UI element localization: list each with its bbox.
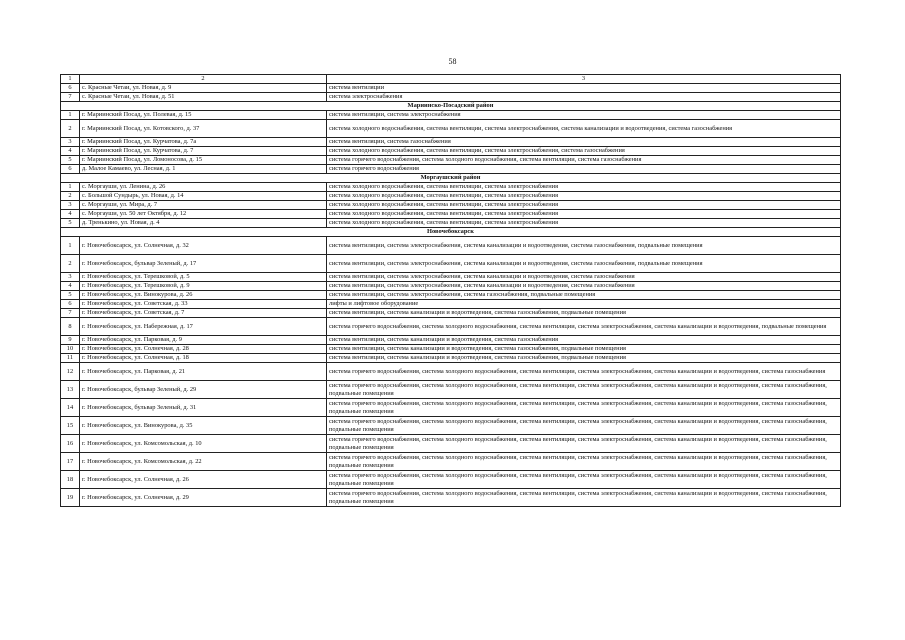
page-number: 58 [448,57,457,66]
row-address: г. Новочебоксарск, ул. Парковая, д. 9 [80,336,327,345]
row-systems: система горячего водоснабжения, система холодного водоснабжения, система вентиляции, система электроснабжения, система канализации и водоотведения, система газоснабжения, подвальные помещения [327,399,841,417]
table-row [61,309,841,318]
row-address: г. Новочебоксарск, ул. Солнечная, д. 26 [80,471,327,489]
table-row [61,201,841,210]
row-number: 11 [61,354,80,363]
row-number: 1 [61,237,80,255]
row-address: с. Красные Четаи, ул. Новая, д. 51 [80,93,327,102]
table-row [61,363,841,381]
table-row [61,219,841,228]
row-number: 2 [61,255,80,273]
column-number-1: 1 [61,75,80,84]
row-number: 5 [61,291,80,300]
table-row [61,345,841,354]
row-systems: система холодного водоснабжения, система вентиляции, система электроснабжения, система канализации и водоотведения, система газоснабжения [327,120,841,138]
row-address: г. Мариинский Посад, ул. Курчатова, д. 7а [80,138,327,147]
table-row [61,381,841,399]
row-address: г. Новочебоксарск, ул. Комсомольская, д. 10 [80,435,327,453]
row-address: с. Большой Сундырь, ул. Новая, д. 14 [80,192,327,201]
row-number: 8 [61,318,80,336]
table-row [61,471,841,489]
row-address: г. Мариинский Посад, ул. Курчатова, д. 7 [80,147,327,156]
row-address: д. Малое Камаево, ул. Лесная, д. 1 [80,165,327,174]
table-row [61,453,841,471]
row-number: 14 [61,399,80,417]
table-row [61,282,841,291]
row-address: г. Новочебоксарск, ул. Солнечная, д. 28 [80,345,327,354]
row-number: 16 [61,435,80,453]
row-systems: система вентиляции, система электроснабжения [327,111,841,120]
row-number: 12 [61,363,80,381]
table-row [61,255,841,273]
row-address: с. Моргауши, ул. Мира, д. 7 [80,201,327,210]
row-number: 6 [61,165,80,174]
row-address: г. Новочебоксарск, ул. Терешковой, д. 5 [80,273,327,282]
row-number: 3 [61,138,80,147]
row-number: 3 [61,273,80,282]
row-systems: система горячего водоснабжения [327,165,841,174]
row-number: 1 [61,111,80,120]
row-address: с. Красные Четаи, ул. Новая, д. 9 [80,84,327,93]
table-row [61,318,841,336]
row-systems: система холодного водоснабжения, система вентиляции, система электроснабжения [327,219,841,228]
row-address: г. Новочебоксарск, бульвар Зеленый, д. 31 [80,399,327,417]
row-systems: система горячего водоснабжения, система холодного водоснабжения, система вентиляции, система электроснабжения, система канализации и водоотведения, система газоснабжения, подвальные помещения [327,471,841,489]
table-row [61,417,841,435]
row-address: г. Новочебоксарск, ул. Комсомольская, д. 22 [80,453,327,471]
row-address: г. Новочебоксарск, ул. Терешковой, д. 9 [80,282,327,291]
row-systems: система холодного водоснабжения, система вентиляции, система электроснабжения, система газоснабжения [327,147,841,156]
table-row [61,354,841,363]
row-address: г. Новочебоксарск, ул. Солнечная, д. 18 [80,354,327,363]
row-address: г. Новочебоксарск, ул. Набережная, д. 17 [80,318,327,336]
row-address: г. Новочебоксарск, ул. Винокурова, д. 35 [80,417,327,435]
table-header-row [61,75,841,84]
row-systems: система вентиляции, система канализации и водоотведения, система газоснабжения [327,336,841,345]
table-row [61,156,841,165]
row-address: г. Новочебоксарск, ул. Винокурова, д. 26 [80,291,327,300]
row-number: 18 [61,471,80,489]
row-address: г. Новочебоксарск, бульвар Зеленый, д. 17 [80,255,327,273]
row-address: г. Новочебоксарск, ул. Солнечная, д. 32 [80,237,327,255]
row-number: 4 [61,282,80,291]
row-number: 2 [61,120,80,138]
row-number: 7 [61,309,80,318]
row-address: с. Моргауши, ул. Ленина, д. 26 [80,183,327,192]
table-row [61,183,841,192]
row-systems: система вентиляции, система электроснабжения, система газоснабжения, подвальные помещения [327,291,841,300]
table-row [61,138,841,147]
row-systems: система вентиляции, система электроснабжения, система канализации и водоотведения, система газоснабжения, подвальные помещения [327,255,841,273]
table-row [61,93,841,102]
row-systems: система вентиляции, система канализации и водоотведения, система газоснабжения, подвальные помещения [327,354,841,363]
row-number: 17 [61,453,80,471]
row-number: 13 [61,381,80,399]
row-address: г. Новочебоксарск, ул. Солнечная, д. 29 [80,489,327,507]
row-address: г. Мариинский Посад, ул. Ломоносова, д. 15 [80,156,327,165]
row-number: 1 [61,183,80,192]
table-row [61,210,841,219]
table-row [61,111,841,120]
row-number: 10 [61,345,80,354]
row-address: г. Новочебоксарск, ул. Парковая, д. 21 [80,363,327,381]
row-number: 4 [61,210,80,219]
row-address: с. Моргауши, ул. 50 лет Октября, д. 12 [80,210,327,219]
row-number: 19 [61,489,80,507]
table-row [61,435,841,453]
row-systems: система вентиляции, система электроснабжения, система канализации и водоотведения, система газоснабжения [327,282,841,291]
row-number: 4 [61,147,80,156]
row-number: 6 [61,84,80,93]
row-systems: система горячего водоснабжения, система холодного водоснабжения, система вентиляции, система электроснабжения, система канализации и водоотведения, система газоснабжения, подвальные помещения [327,453,841,471]
row-number: 15 [61,417,80,435]
row-number: 3 [61,201,80,210]
row-systems: система горячего водоснабжения, система холодного водоснабжения, система вентиляции, система электроснабжения, система канализации и водоотведения, система газоснабжения, подвальные помещения [327,435,841,453]
row-systems: система холодного водоснабжения, система вентиляции, система электроснабжения [327,192,841,201]
row-systems: система холодного водоснабжения, система вентиляции, система электроснабжения [327,210,841,219]
table-row [61,165,841,174]
row-systems: система горячего водоснабжения, система холодного водоснабжения, система вентиляции, система электроснабжения, система канализации и водоотведения, система газоснабжения, подвальные помещения [327,489,841,507]
row-address: г. Новочебоксарск, ул. Советская, д. 7 [80,309,327,318]
section-title: Новочебоксарск [61,228,841,237]
row-systems: система вентиляции, система электроснабжения, система канализации и водоотведения, система газоснабжения, подвальные помещения [327,237,841,255]
row-systems: система горячего водоснабжения, система холодного водоснабжения, система вентиляции, система электроснабжения, система канализации и водоотведения, система газоснабжения [327,363,841,381]
row-systems: система вентиляции, система канализации и водоотведения, система газоснабжения, подвальные помещения [327,309,841,318]
row-systems: система вентиляции, система канализации и водоотведения, система газоснабжения, подвальные помещения [327,345,841,354]
section-header-row [61,174,841,183]
row-address: г. Мариинский Посад, ул. Полевая, д. 15 [80,111,327,120]
row-number: 5 [61,156,80,165]
section-header-row [61,228,841,237]
column-number-3: 3 [327,75,841,84]
table-row [61,192,841,201]
row-number: 5 [61,219,80,228]
registry-table [60,74,841,507]
row-address: г. Мариинский Посад, ул. Котовского, д. 37 [80,120,327,138]
table-row [61,84,841,93]
row-number: 6 [61,300,80,309]
row-number: 9 [61,336,80,345]
row-systems: система горячего водоснабжения, система холодного водоснабжения, система вентиляции, система электроснабжения, система канализации и водоотведения, система газоснабжения, подвальные помещения [327,381,841,399]
row-systems: система холодного водоснабжения, система вентиляции, система электроснабжения [327,201,841,210]
row-systems: система вентиляции, система электроснабжения, система канализации и водоотведения, система газоснабжения [327,273,841,282]
section-title: Мариинско-Посадский район [61,102,841,111]
row-systems: система вентиляции, система газоснабжения [327,138,841,147]
table-row [61,120,841,138]
row-address: д. Тренькино, ул. Новая, д. 4 [80,219,327,228]
row-address: г. Новочебоксарск, бульвар Зеленый, д. 29 [80,381,327,399]
row-number: 7 [61,93,80,102]
row-systems: лифты и лифтовое оборудование [327,300,841,309]
row-systems: система горячего водоснабжения, система холодного водоснабжения, система вентиляции, система электроснабжения, система канализации и водоотведения, система газоснабжения, подвальные помещения [327,417,841,435]
row-systems: система холодного водоснабжения, система вентиляции, система электроснабжения [327,183,841,192]
table-row [61,399,841,417]
section-header-row [61,102,841,111]
table-row [61,300,841,309]
table-row [61,273,841,282]
column-number-2: 2 [80,75,327,84]
table-row [61,147,841,156]
registry-table-body [61,75,841,507]
row-systems: система горячего водоснабжения, система холодного водоснабжения, система вентиляции, система электроснабжения, система канализации и водоотведения, подвальные помещения [327,318,841,336]
table-row [61,336,841,345]
table-row [61,237,841,255]
row-systems: система электроснабжения [327,93,841,102]
row-number: 2 [61,192,80,201]
row-systems: система вентиляции [327,84,841,93]
row-systems: система горячего водоснабжения, система холодного водоснабжения, система вентиляции, система газоснабжения [327,156,841,165]
row-address: г. Новочебоксарск, ул. Советская, д. 33 [80,300,327,309]
table-row [61,489,841,507]
section-title: Моргаушский район [61,174,841,183]
table-row [61,291,841,300]
